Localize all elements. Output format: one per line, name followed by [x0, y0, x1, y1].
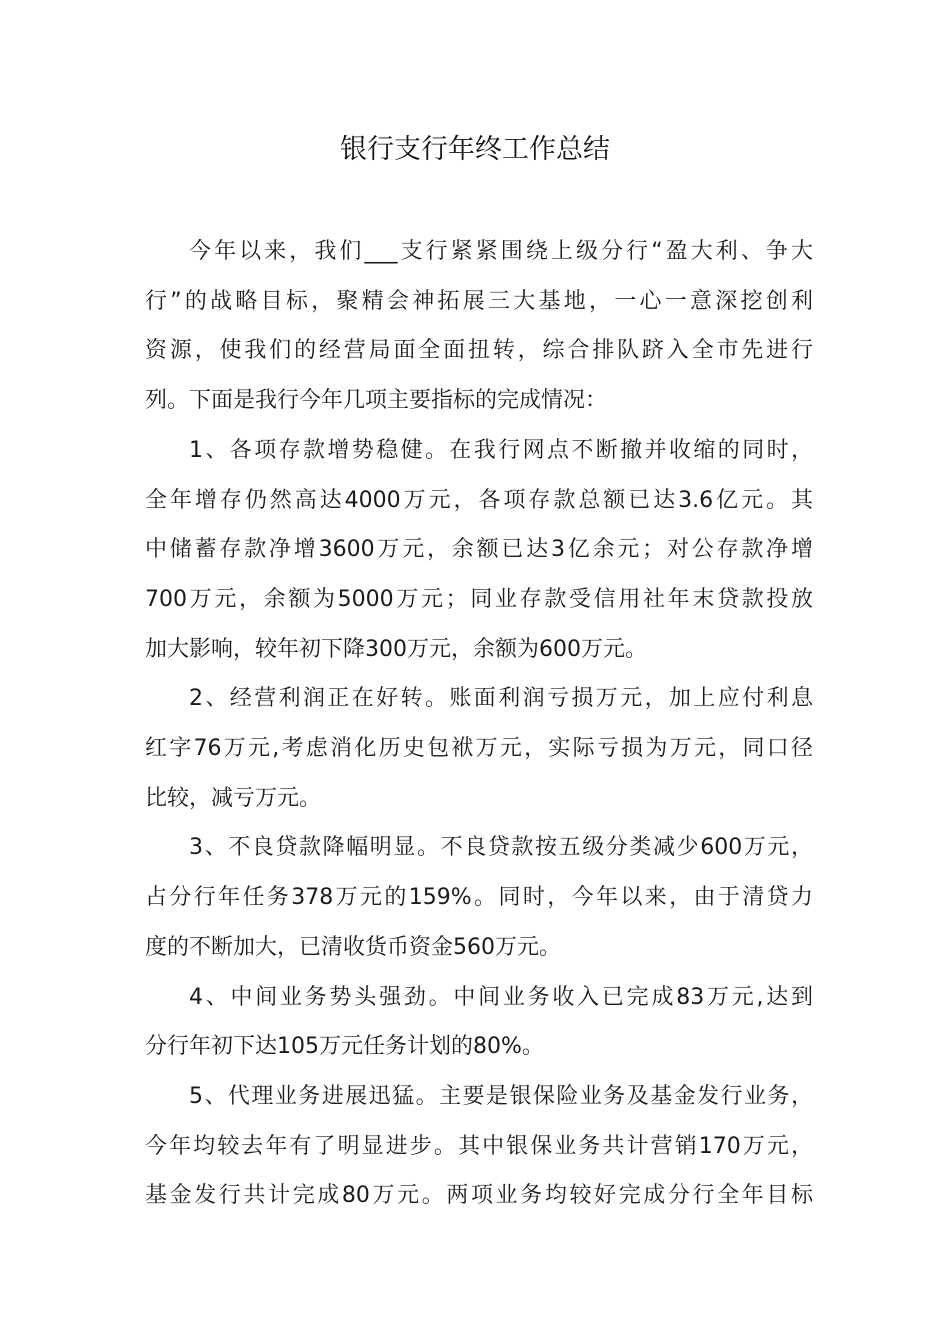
paragraph-profit [145, 674, 813, 823]
text-line: 行”的战略目标，聚精会神拓展三大基地，一心一意深挖创利 [145, 288, 813, 314]
text-line: 资源，使我们的经营局面全面扭转，综合排队跻入全市先进行 [145, 338, 813, 364]
paragraph-agency [145, 1072, 813, 1221]
paragraph-deposits [145, 426, 813, 675]
text-line: 加大影响，较年初下降300万元，余额为600万元。 [145, 636, 647, 662]
text-line: 占分行年任务378万元的159%。同时，今年以来，由于清贷力 [145, 885, 813, 911]
paragraph-intermediate [145, 973, 813, 1072]
text-line: 700万元，余额为5000万元；同业存款受信用社年末贷款投放 [145, 586, 813, 612]
text-line: 全年增存仍然高达4000万元，各项存款总额已达3.6亿元。其 [145, 487, 813, 513]
text-line: 4、中间业务势头强劲。中间业务收入已完成83万元,达到 [189, 984, 813, 1010]
text-line: 今年均较去年有了明显进步。其中银保业务共计营销170万元， [145, 1133, 813, 1159]
paragraph-intro [145, 227, 813, 426]
text-line: 中储蓄存款净增3600万元，余额已达3亿余元；对公存款净增 [145, 537, 813, 563]
paragraph-bad-loans [145, 823, 813, 972]
text-line: 5、代理业务进展迅猛。主要是银保险业务及基金发行业务， [189, 1083, 813, 1109]
text-line: 今年以来，我们___支行紧紧围绕上级分行“盈大利、争大 [189, 239, 813, 264]
text-line: 红字76万元,考虑消化历史包袱万元，实际亏损为万元，同口径 [145, 736, 813, 762]
text-line: 1、各项存款增势稳健。在我行网点不断撤并收缩的同时， [189, 437, 813, 463]
text-line: 分行年初下达105万元任务计划的80%。 [145, 1034, 544, 1060]
text-line: 2、经营利润正在好转。账面利润亏损万元，加上应付利息 [189, 686, 813, 712]
text-line: 比较，减亏万元。 [145, 785, 322, 811]
text-line: 列。下面是我行今年几项主要指标的完成情况： [145, 388, 608, 414]
text-line: 基金发行共计完成80万元。两项业务均较好完成分行全年目标 [145, 1183, 813, 1209]
document-title: 银行支行年终工作总结 [340, 134, 610, 165]
document-body [145, 227, 813, 1221]
text-line: 度的不断加大，已清收货币资金560万元。 [145, 934, 561, 960]
text-line: 3、不良贷款降幅明显。不良贷款按五级分类减少600万元， [189, 835, 813, 861]
